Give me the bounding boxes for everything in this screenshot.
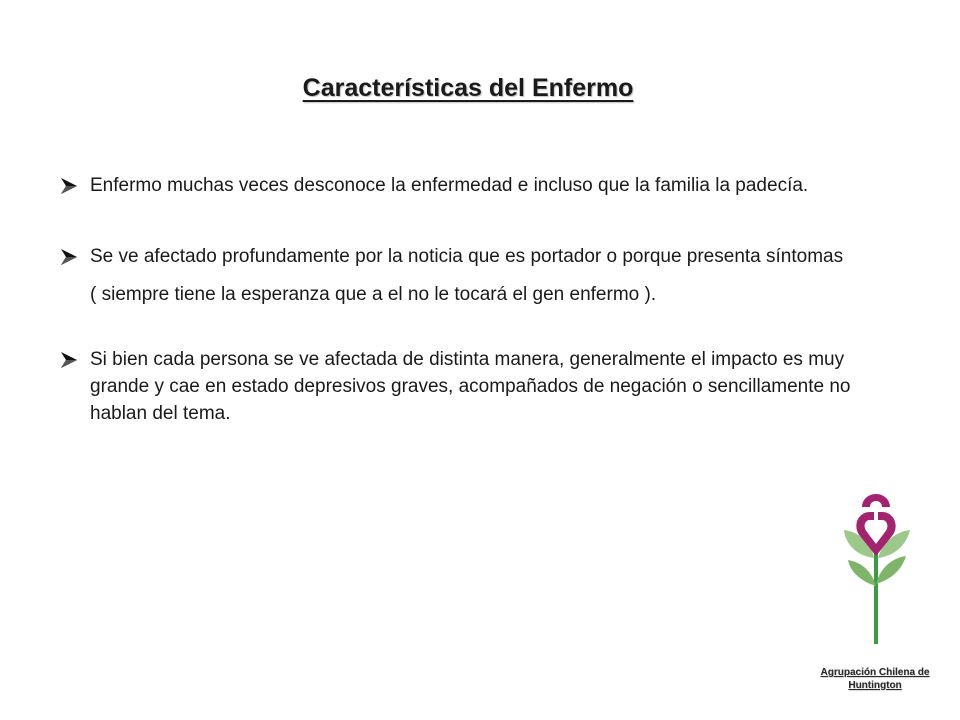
slide-title: Características del Enfermo (302, 74, 634, 102)
bullet-text: Si bien cada persona se ve afectada de distinta manera, generalmente el impacto es muy grande y cae en estado depresivos graves, acompañados de negación o sencillamente no hablan del tema. (90, 349, 851, 424)
arrow-bullet-icon (58, 349, 80, 371)
bullet-text: Enfermo muchas veces desconoce la enfermedad e incluso que la familia la padecía. (90, 175, 809, 196)
arrow-bullet-icon (58, 175, 80, 197)
logo-caption: Agrupación Chilena de Huntington (820, 667, 930, 691)
bullet-list (58, 172, 908, 427)
bullet-item (58, 346, 908, 427)
bullet-item (58, 172, 908, 199)
bullet-text: Se ve afectado profundamente por la noticia que es portador o porque presenta síntomas (90, 246, 844, 267)
bullet-item (58, 243, 908, 308)
huntington-association-flower-logo-icon (836, 486, 916, 646)
arrow-bullet-icon (58, 246, 80, 268)
bullet-continuation: ( siempre tiene la esperanza que a el no le tocará el gen enfermo ). (90, 284, 657, 305)
